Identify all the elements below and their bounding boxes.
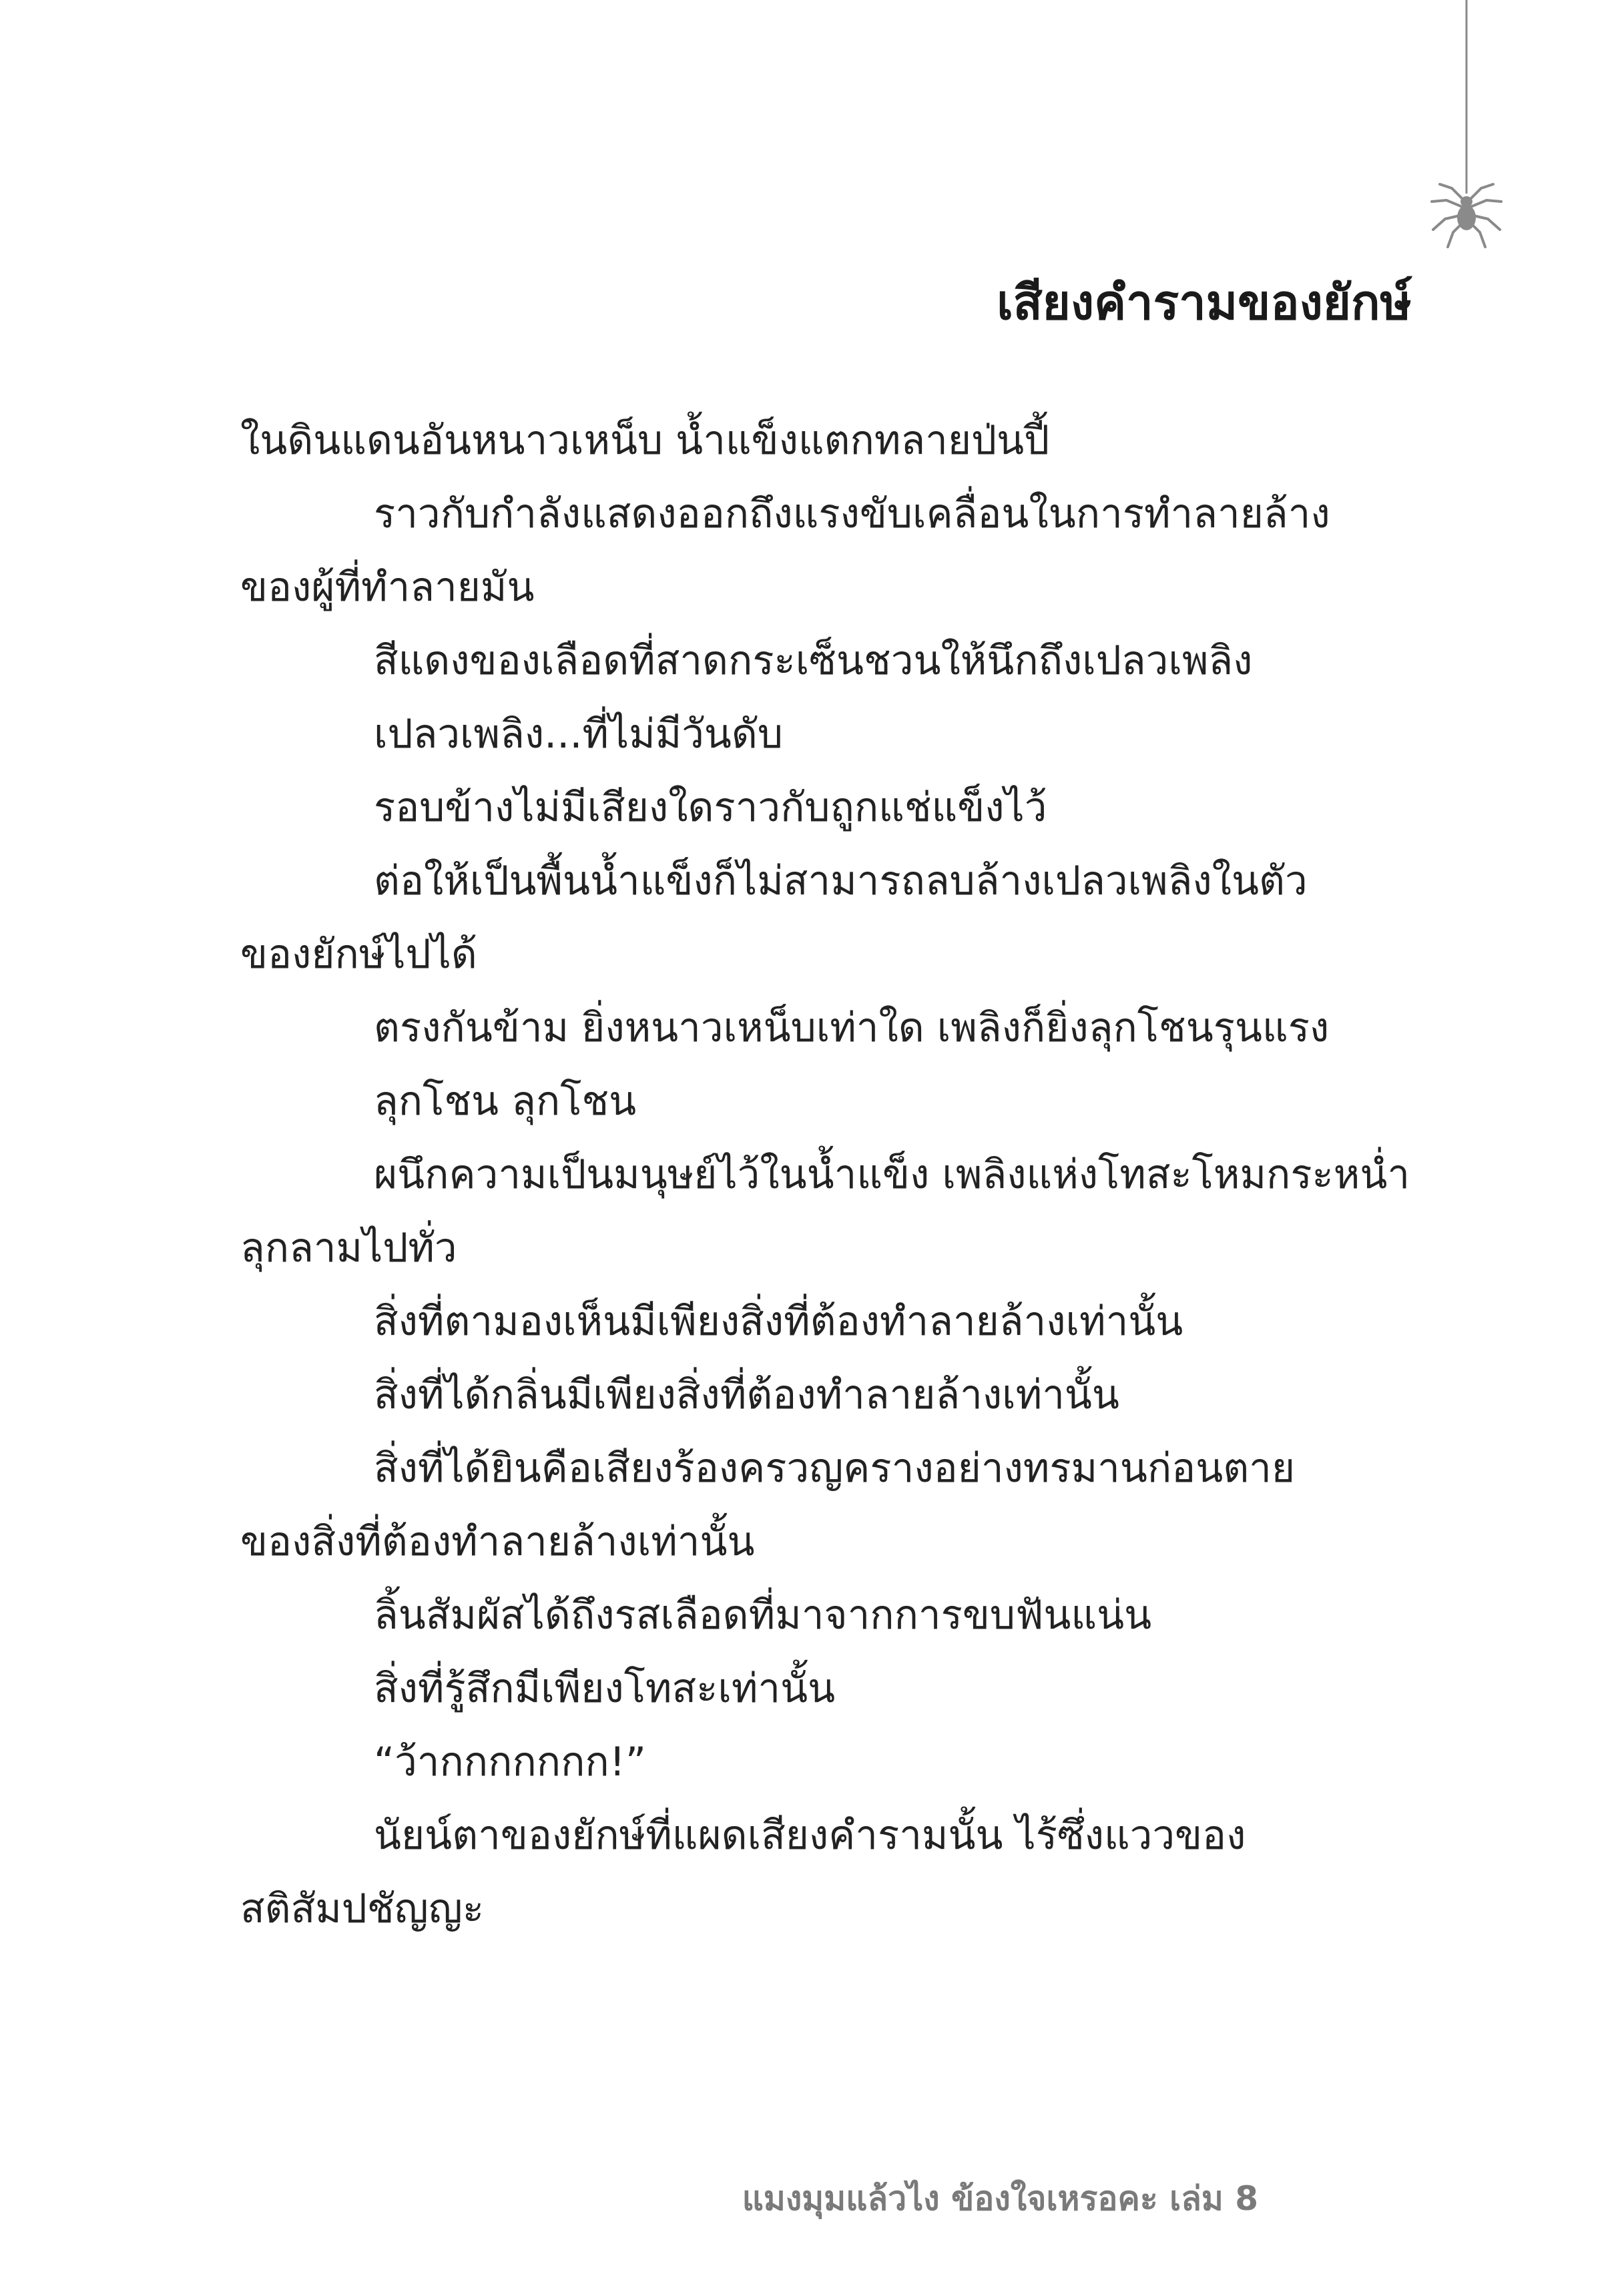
text-line: ตรงกันข้าม ยิ่งหนาวเหน็บเท่าใด เพลิงก็ยิ่งลุกโชนรุนแรง	[374, 1005, 1330, 1051]
text-line: สิ่งที่ตามองเห็นมีเพียงสิ่งที่ต้องทำลายล้างเท่านั้น	[374, 1298, 1183, 1345]
text-line: สิ่งที่ได้กลิ่นมีเพียงสิ่งที่ต้องทำลายล้างเท่านั้น	[374, 1372, 1119, 1418]
text-line: สติสัมปชัญญะ	[240, 1886, 485, 1932]
text-line: สีแดงของเลือดที่สาดกระเซ็นชวนให้นึกถึงเปลวเพลิง	[374, 637, 1253, 684]
text-line: เปลวเพลิง...ที่ไม่มีวันดับ	[374, 711, 783, 758]
footer-book-title: แมงมุมแล้วไง ข้องใจเหรอคะ เล่ม 8	[742, 2179, 1258, 2218]
body-text	[240, 404, 1415, 1946]
chapter-title: เสียงคำรามของยักษ์	[997, 274, 1412, 330]
text-line: “ว้ากกกกกกก!”	[374, 1739, 646, 1785]
text-line: ผนึกความเป็นมนุษย์ไว้ในน้ำแข็ง เพลิงแห่งโทสะโหมกระหน่ำ	[374, 1151, 1410, 1198]
text-line: ของยักษ์ไปได้	[240, 931, 477, 978]
text-line: ลิ้นสัมผัสได้ถึงรสเลือดที่มาจากการขบฟันแน่น	[374, 1592, 1152, 1639]
text-line: สิ่งที่ได้ยินคือเสียงร้องครวญครางอย่างทรมานก่อนตาย	[374, 1445, 1296, 1492]
text-line: ของผู้ที่ทำลายมัน	[240, 564, 535, 611]
text-line: นัยน์ตาของยักษ์ที่แผดเสียงคำรามนั้น ไร้ซึ่งแววของ	[374, 1812, 1246, 1859]
text-line: รอบข้างไม่มีเสียงใดราวกับถูกแช่แข็งไว้	[374, 784, 1047, 831]
text-line: ในดินแดนอันหนาวเหน็บ น้ำแข็งแตกทลายป่นปี้	[240, 417, 1050, 464]
spider-icon	[1425, 0, 1505, 254]
text-line: ต่อให้เป็นพื้นน้ำแข็งก็ไม่สามารถลบล้างเปลวเพลิงในตัว	[374, 858, 1308, 904]
text-line: ราวกับกำลังแสดงออกถึงแรงขับเคลื่อนในการทำลายล้าง	[374, 491, 1330, 537]
text-line: ลุกลามไปทั่ว	[240, 1225, 457, 1271]
text-line: สิ่งที่รู้สึกมีเพียงโทสะเท่านั้น	[374, 1665, 836, 1712]
text-line: ลุกโชน ลุกโชน	[374, 1078, 637, 1125]
text-line: ของสิ่งที่ต้องทำลายล้างเท่านั้น	[240, 1518, 755, 1565]
